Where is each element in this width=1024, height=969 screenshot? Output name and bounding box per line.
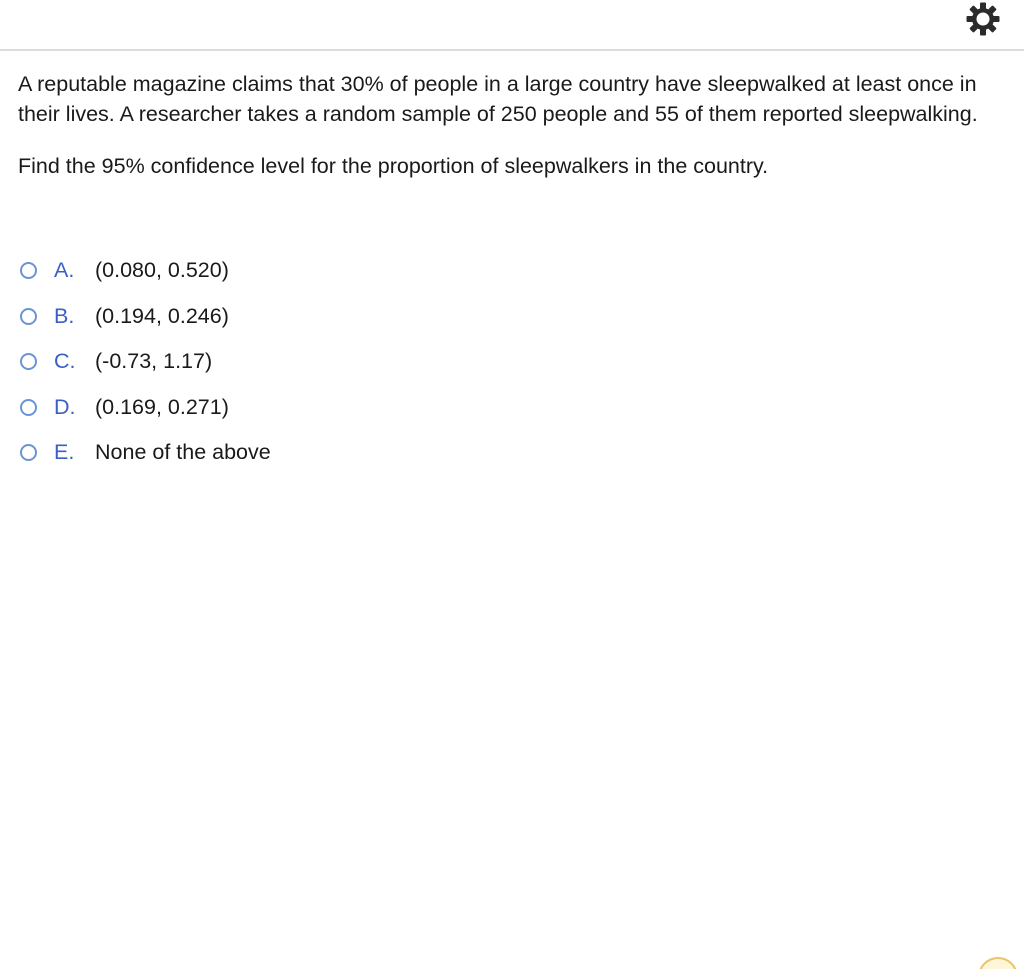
option-a[interactable]: [20, 248, 620, 294]
option-text: (0.169, 0.271): [95, 394, 229, 419]
option-letter: D.: [54, 394, 76, 419]
radio-button[interactable]: [20, 353, 37, 370]
option-letter: B.: [54, 303, 75, 328]
option-letter: E.: [54, 440, 75, 465]
option-b[interactable]: [20, 294, 620, 340]
help-badge[interactable]: [978, 957, 1018, 969]
option-text: (-0.73, 1.17): [95, 349, 213, 374]
option-letter: A.: [54, 258, 75, 283]
option-text: None of the above: [95, 440, 271, 465]
radio-button[interactable]: [20, 308, 37, 325]
option-text: (0.080, 0.520): [95, 258, 229, 283]
option-d[interactable]: [20, 385, 620, 431]
option-c[interactable]: [20, 339, 620, 385]
radio-button[interactable]: [20, 444, 37, 461]
gear-icon: [965, 1, 1001, 37]
answer-options: [20, 248, 620, 476]
option-e[interactable]: [20, 430, 620, 476]
option-letter: C.: [54, 349, 76, 374]
top-bar: [0, 0, 1024, 51]
question-prompt: Find the 95% confidence level for the proportion of sleepwalkers in the country.: [18, 154, 769, 178]
settings-button[interactable]: [962, 0, 1004, 38]
question-text: A reputable magazine claims that 30% of people in a large country have sleepwalked at least once in their lives. A researcher takes a random sample of 250 people and 55 of them reported sleepwalking.: [18, 72, 978, 126]
radio-button[interactable]: [20, 399, 37, 416]
question-block: [18, 70, 1008, 182]
option-text: (0.194, 0.246): [95, 303, 229, 328]
radio-button[interactable]: [20, 262, 37, 279]
